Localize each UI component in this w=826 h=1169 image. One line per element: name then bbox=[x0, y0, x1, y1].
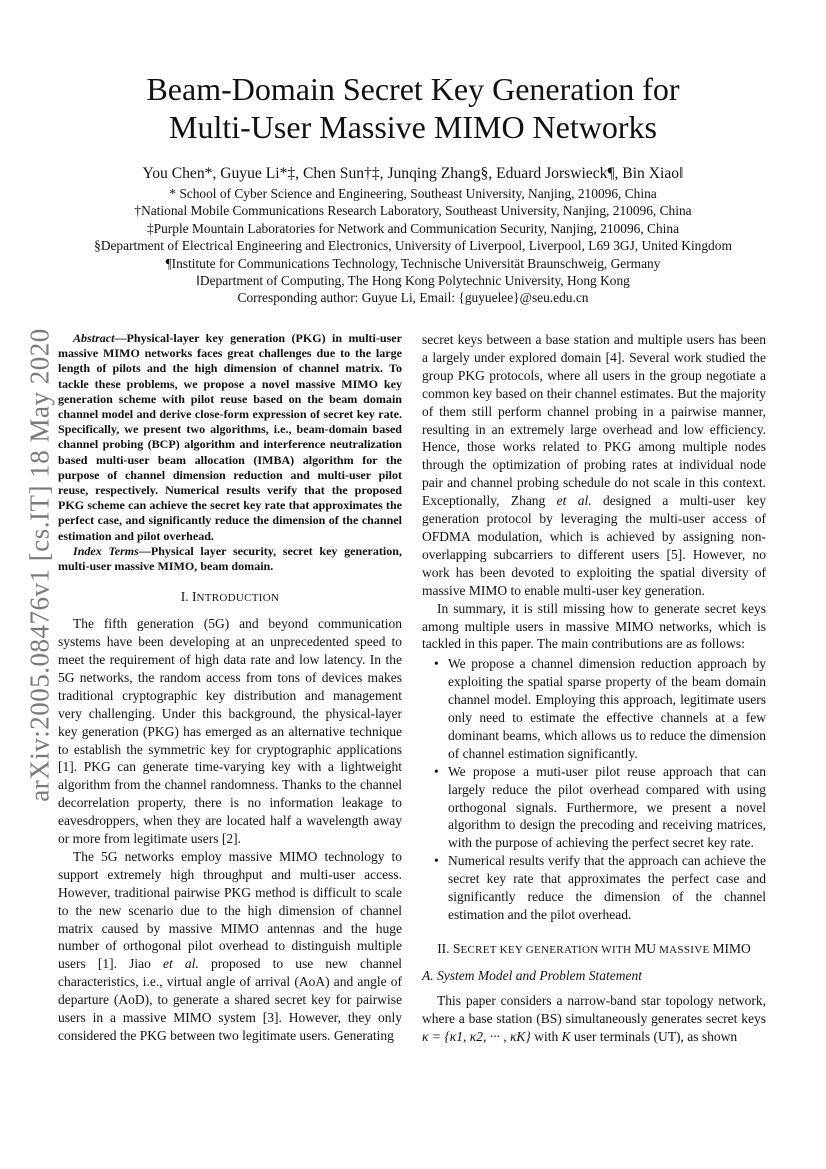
affiliation-5: ¶Institute for Communications Technology, Technische Universität Braunschweig, Germany bbox=[165, 255, 661, 271]
index-terms-text: —Physical layer security, secret key generation, multi-user massive MIMO, beam domain. bbox=[58, 543, 403, 574]
contribution-item: • We propose a channel dimension reduction approach by exploiting the spatial sparse property of the beam domain channel model. Employing this approach, legitimate users only need to estimate the effective channels at a few dominant beams, which allows us to reduce the dimension of channel estimation significantly. bbox=[448, 655, 766, 762]
abstract-text: —Physical-layer key generation (PKG) in multi-user massive MIMO networks faces great challenges due to the large length of pilots and the high dimension of channel matrix. To tackle these problems, we propose a novel massive MIMO key generation scheme with pilot reuse based on the beam domain channel model and derive close-form expression of secret key rate. Specifically, we present two algorithms, i.e., beam-domain based channel probing (BCP) algorithm and interference neutralization based multi-user beam allocation (IMBA) algorithm for the purpose of channel dimension reduction and multi-user pilot reuse, respectively. Numerical results verify that the proposed PKG scheme can achieve the secret key rate that approximates the perfect case, and significantly reduce the dimension of the channel estimation and pilot overhead. bbox=[58, 331, 402, 543]
abstract bbox=[58, 331, 402, 544]
affiliations bbox=[0, 185, 826, 307]
index-terms-label: Index Terms bbox=[73, 543, 139, 558]
title-line-2: Multi-User Massive MIMO Networks bbox=[169, 109, 657, 145]
subsection-heading: A. System Model and Problem Statement bbox=[422, 967, 642, 983]
intro-paragraph-3: In summary, it is still missing how to generate secret keys among multiple users in massive MIMO networks, which is tackled in this paper. The main contributions are as follows: bbox=[422, 600, 766, 652]
section-heading-introduction: I. INTRODUCTION bbox=[180, 589, 280, 605]
affiliation-4: §Department of Electrical Engineering and Electronics, University of Liverpool, Liverpool, L69 3GJ, United Kingdom bbox=[94, 238, 732, 254]
index-terms bbox=[58, 544, 402, 574]
abstract-label: Abstract bbox=[73, 331, 115, 345]
intro-paragraph-1: The fifth generation (5G) and beyond communication systems have been developing at an unprecedented speed to meet the requirement of high data rate and low latency. In the 5G networks, the random access from tons of devices makes traditional cryptographic key distribution and management very challenging. Under this background, the physical-layer key generation (PKG) has emerged as an alternative technique to establish the symmetric key for cryptographic applications [1]. PKG can generate time-varying key with a lightweight algorithm from the channel randomness. Thanks to the channel decorrelation property, there is no information leakage to eavesdroppers, when they are located half a wavelength away or more from legitimate users [2]. bbox=[58, 616, 402, 847]
left-column bbox=[58, 331, 402, 1045]
system-model-paragraph: This paper considers a narrow-band star topology network, where a base station (BS) simultaneously generates secret keys κ = {κ1, κ2, ··· , κK} with K user terminals (UT), as shown bbox=[422, 992, 766, 1044]
contribution-list bbox=[422, 655, 766, 924]
corresponding-author: Corresponding author: Guyue Li, Email: {guyuelee}@seu.edu.cn bbox=[237, 290, 589, 306]
intro-paragraph-2: The 5G networks employ massive MIMO technology to support extremely high throughput and multi-user access. However, traditional pairwise PKG method is difficult to scale to the new scenario due to the high dimension of channel matrix caused by massive MIMO antennas and the huge number of orthogonal pilot overhead to distinguish multiple users [1]. Jiao et al. proposed to use new channel characteristics, i.e., virtual angle of arrival (AoA) and angle of departure (AoD), to generate a shared secret key for pairwise users in a massive MIMO system [3]. However, they only considered the PKG between two legitimate users. Generating bbox=[58, 848, 402, 1043]
key-set-formula: κ = {κ1, κ2, ··· , κK} bbox=[422, 1028, 531, 1044]
affiliation-3: ‡Purple Mountain Laboratories for Network and Communication Security, Nanjing, 210096, China bbox=[146, 220, 680, 236]
arxiv-sidebar bbox=[18, 328, 62, 802]
intro-paragraph-2-cont: secret keys between a base station and multiple users has been a largely under explored domain [4]. Several work studied the group PKG protocols, where all users in the group negotiate a common key based on their channel estimates. But the majority of them still perform channel probing in a pairwise manner, resulting in an extremely large overhead and low efficiency. Hence, those works related to PKG among multiple nodes through the optimization of probing rates at individual node pair and channel probing schedule do not scale in this context. Exceptionally, Zhang et al. designed a multi-user key generation protocol by leveraging the multi-user access of OFDMA modulation, which is achieved by assigning non-overlapping subcarriers to different users [5]. However, no work has been devoted to exploiting the spatial diversity of massive MIMO to enable multi-user key generation. bbox=[422, 332, 766, 598]
contribution-item: • We propose a muti-user pilot reuse approach that can largely reduce the pilot overhead compared with using orthogonal signals. Furthermore, we present a novel algorithm to design the precoding and receiving matrices, with the purpose of achieving the perfect secret key rate. bbox=[448, 763, 766, 853]
author-list: You Chen*, Guyue Li*‡, Chen Sun†‡, Junqing Zhang§, Eduard Jorswieck¶, Bin Xiao‖ bbox=[142, 165, 684, 182]
affiliation-1: * School of Cyber Science and Engineering, Southeast University, Nanjing, 210096, China bbox=[169, 186, 657, 201]
paper-title bbox=[0, 70, 826, 146]
arxiv-identifier: arXiv:2005.08476v1 [cs.IT] 18 May 2020 bbox=[24, 328, 55, 802]
section-heading-secret-key-generation: II. SECRET KEY GENERATION WITH MU MASSIVE MIMO bbox=[437, 940, 751, 956]
contribution-item: • Numerical results verify that the approach can achieve the secret key rate that approximates the perfect case and significantly reduce the dimension of the channel estimation and the pilot overhead. bbox=[448, 852, 766, 924]
title-line-1: Beam-Domain Secret Key Generation for bbox=[146, 71, 680, 107]
right-column bbox=[422, 331, 766, 1045]
affiliation-6: ‖Department of Computing, The Hong Kong Polytechnic University, Hong Kong bbox=[196, 273, 630, 289]
affiliation-2: †National Mobile Communications Research Laboratory, Southeast University, Nanjing, 210096, China bbox=[134, 203, 692, 219]
